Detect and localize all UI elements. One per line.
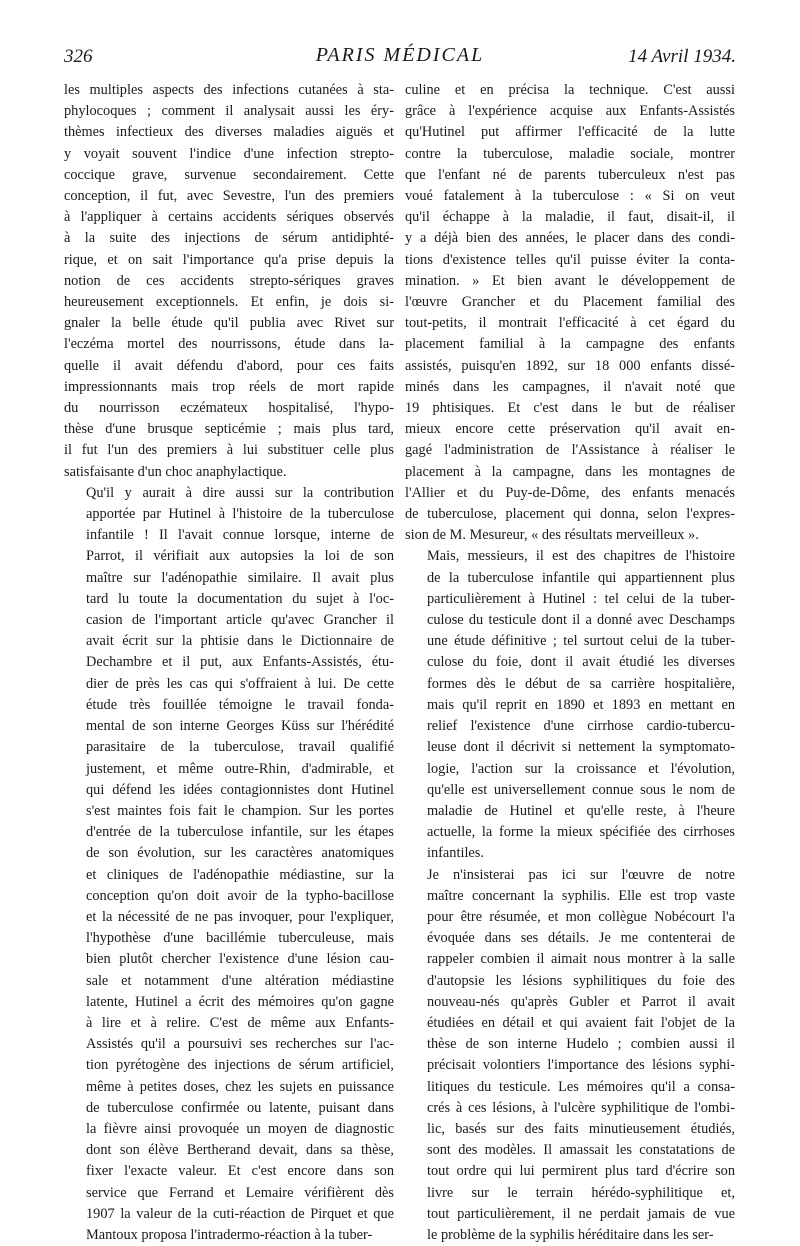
text-line: gagé l'administration de l'Assistance à réaliser le (405, 442, 735, 459)
text-line: parasitaire de la tuberculose, travail qualifié (86, 739, 394, 756)
text-line: étude très fouillée témoigne le travail fonda- (86, 696, 394, 713)
text-line: tout ordre qui lui permirent plus tard d'écrire son (427, 1163, 735, 1180)
text-line: logie, l'action sur la croissance et l'évolution, (427, 760, 735, 777)
text-line: d'entrée de la tuberculose infantile, sur les étapes (86, 824, 394, 841)
text-line: maître sur l'adénopathie similaire. Il avait plus (86, 569, 394, 586)
text-line: mais qu'il reprit en 1890 et 1893 en mettant en (427, 696, 735, 713)
text-line: tion pyrétogène des injections de sérum artificiel, (86, 1057, 394, 1074)
text-line: leuse dont il décrivit si nettement la symptomato- (427, 739, 735, 756)
text-line: maître concernant la syphilis. Elle est trop vaste (427, 887, 735, 904)
text-line: conception, il fut, avec Sevestre, l'un des premiers (64, 188, 394, 205)
text-line: rique, et on sait l'importance qu'a prise depuis la (64, 251, 394, 268)
text-line: du nourrisson eczémateux hospitalisé, l'hypo- (64, 400, 394, 417)
text-line: avait écrit sur la phtisie dans le Dictionnaire de (86, 633, 394, 650)
text-line: d'autopsie les lésions syphilitiques du foie des (427, 972, 735, 989)
text-line: placement familial à la campagne des enfants (405, 336, 735, 353)
text-line: s'est maintes fois fait le champion. Sur les portes (86, 802, 394, 819)
text-line: à la suite des injections de sérum antidiphté- (64, 230, 394, 247)
text-line: l'Allier et du Puy-de-Dôme, des enfants menacés (405, 484, 735, 501)
text-line: même à petites doses, chez les sujets en puissance (86, 1078, 394, 1095)
text-line: tions d'existence telles qu'il puisse éviter la conta- (405, 251, 735, 268)
text-line: Assistés qu'il a poursuivi ses recherches sur l'ac- (86, 1036, 394, 1053)
text-line: infantiles. (427, 845, 484, 862)
paragraph-syphilis (405, 865, 735, 1246)
text-line: qu'il échappe à la maladie, il faut, disait-il, il (405, 209, 735, 226)
text-line: à l'appliquer à certains accidents sériques observés (64, 209, 394, 226)
issue-date: 14 Avril 1934. (628, 46, 736, 67)
text-line: culose du testicule dont il a donné avec Deschamps (427, 612, 735, 629)
text-line: de tuberculose, placement qui donna, selon l'expres- (405, 506, 735, 523)
text-line: Qu'il y aurait à dire aussi sur la contribution (86, 484, 394, 501)
text-line: étudiées en détail et qui avaient fait l'objet de la (427, 1014, 735, 1031)
text-line: fixer l'exacte valeur. Et c'est encore dans son (86, 1163, 394, 1180)
text-line: conception qu'on doit avoir de la typho-bacillose (86, 887, 394, 904)
text-line: dier de près les cas qui s'offraient à lui. De cette (86, 675, 394, 692)
text-line: phylocoques ; comment il analysait aussi les éry- (64, 103, 394, 120)
text-line: actuelle, la forme la mieux spécifiée des cirrhoses (427, 824, 735, 841)
text-line: une étude définitive ; tel surtout celui de la tuber- (427, 633, 735, 650)
text-line: tard lu toute la documentation du sujet à l'oc- (86, 590, 394, 607)
text-line: quelle il avait défendu d'abord, pour ces faits (64, 357, 394, 374)
text-line: dont son élève Bertherand devait, dans sa thèse, (86, 1142, 394, 1159)
text-line: qu'Hutinel put affirmer l'efficacité de la lutte (405, 124, 735, 141)
text-line: rappeler combien il aimait nous montrer à la salle (427, 951, 735, 968)
left-column (64, 80, 394, 1246)
text-line: de tuberculose confirmée ou latente, puisant dans (86, 1099, 394, 1116)
text-line: à lire et à relire. C'est de même aux Enfants- (86, 1014, 394, 1031)
text-line: l'hypothèse d'une bacillémie tuberculeuse, mais (86, 930, 394, 947)
right-column (405, 80, 735, 1246)
text-line: voué fatalement à la tuberculose : « Si on veut (405, 188, 735, 205)
text-line: apportée par Hutinel à l'histoire de la tuberculose (86, 506, 394, 523)
text-line: les multiples aspects des infections cutanées à sta- (64, 82, 394, 98)
text-line: évoquée dans ses détails. Je me contenterai de (427, 930, 735, 947)
text-line: service que Ferrand et Lemaire vérifièrent dès (86, 1184, 394, 1201)
text-line: justement, et même outre-Rhin, d'admirable, et (86, 760, 394, 777)
text-line: tout particulièrement, il ne perdait jamais de vue (427, 1205, 735, 1222)
text-line: que l'enfant né de parents tuberculeux n'est pas (405, 166, 735, 183)
text-line: lic, basés sur des faits minutieusement étudiés, (427, 1120, 735, 1137)
text-line: thèmes infectieux des diverses maladies aiguës et (64, 124, 394, 141)
text-line: infantile ! Il l'avait connue lorsque, interne de (86, 527, 394, 544)
text-line: 1907 la valeur de la cuti-réaction de Pirquet et que (86, 1205, 394, 1222)
text-line: le problème de la syphilis héréditaire dans les ser- (427, 1226, 714, 1243)
text-line: Mantoux proposa l'intradermo-réaction à la tuber- (86, 1226, 373, 1243)
text-line: de son évolution, sur les caractères anatomiques (86, 845, 394, 862)
text-line: nouveau-nés qu'après Gubler et Parrot il avait (427, 993, 735, 1010)
text-line: la fièvre ainsi provoquée un moyen de diagnostic (86, 1120, 394, 1137)
text-line: de la tuberculose infantile qui appartiennent plus (427, 569, 735, 586)
text-line: mental de son interne Georges Küss sur l'hérédité (86, 718, 394, 735)
text-line: heureusement exceptionnels. Et enfin, je dois si- (64, 294, 394, 311)
text-line: coccique grave, survenue secondairement. Cette (64, 166, 394, 183)
paragraph-tuberculose-testicule-foie (405, 546, 735, 864)
text-line: culine et en précisa la technique. C'est aussi (405, 82, 735, 98)
text-line: 19 phtisiques. Et c'est dans le but de réaliser (405, 400, 735, 417)
text-line: y voyait souvent l'indice d'une infection strepto- (64, 145, 394, 162)
text-line: maladie de Hutinel et qu'elle reste, à l'heure (427, 802, 735, 819)
text-line: livre sur le terrain hérédo-syphilitique et, (427, 1184, 735, 1201)
text-line: litiques du testicule. Les mémoires qu'il a consa- (427, 1078, 735, 1095)
paragraph-lutte-tuberculose (405, 80, 735, 546)
text-line: notion de ces accidents strepto-sériques graves (64, 272, 394, 289)
text-line: particulièrement à Hutinel : tel celui de la tuber- (427, 590, 735, 607)
paragraph-tuberculose-infantile (64, 483, 394, 1246)
text-line: formes dès le début de sa carrière hospitalière, (427, 675, 735, 692)
text-line: thèse de son interne Hudelo ; combien aussi il (427, 1036, 735, 1053)
text-line: l'eczéma mortel des nourrissons, étude dans la- (64, 336, 394, 353)
text-line: y a déjà bien des années, le placer dans des condi- (405, 230, 735, 247)
text-line: Parrot, il vérifiait aux autopsies la loi de son (86, 548, 394, 565)
text-line: et la nécessité de ne pas invoquer, pour l'expliquer, (86, 908, 394, 925)
text-line: il fut l'un des premiers à lui substituer celle plus (64, 442, 394, 459)
text-line: mieux encore cette préservation qu'il avait en- (405, 421, 735, 438)
text-line: latente, Hutinel a écrit des mémoires qu'on gagne (86, 993, 394, 1010)
text-line: thèse d'une brusque septicémie ; mais plus tard, (64, 421, 394, 438)
text-line: culose du foie, dont il avait étudié les diverses (427, 654, 735, 671)
text-line: placement à la campagne, dans les montagnes de (405, 463, 735, 480)
text-line: et cliniques de l'adénopathie médiastine, sur la (86, 866, 394, 883)
page-number: 326 (64, 46, 93, 67)
text-line: casion de l'important article qu'avec Grancher il (86, 612, 394, 629)
text-line: sion de M. Mesureur, « des résultats merveilleux ». (405, 527, 699, 544)
text-line: sont des modèles. Il amassait les constatations de (427, 1142, 735, 1159)
text-line: l'œuvre Grancher et du Placement familial des (405, 294, 735, 311)
text-line: contre la tuberculose, maladie sociale, montrer (405, 145, 735, 162)
text-line: qu'elle est universellement connue sous le nom de (427, 781, 735, 798)
text-line: mination. » Et bien avant le développement de (405, 272, 735, 289)
text-line: Mais, messieurs, il est des chapitres de l'histoire (427, 548, 735, 565)
text-line: Dechambre et il put, aux Enfants-Assistés, étu- (86, 654, 394, 671)
text-line: sale et notamment d'une altération médiastine (86, 972, 394, 989)
text-line: bien plutôt chercher l'existence d'une lésion cau- (86, 951, 394, 968)
text-line: relief l'existence d'une cirrhose cardio-tubercu- (427, 718, 735, 735)
journal-title: PARIS MÉDICAL (315, 44, 485, 66)
text-line: qui défend les idées contagionnistes dont Hutinel (86, 781, 394, 798)
text-line: satisfaisante d'un choc anaphylactique. (64, 463, 287, 480)
text-line: minés dans les campagnes, il n'avait noté que (405, 378, 735, 395)
running-header (64, 42, 736, 72)
text-line: Je n'insisterai pas ici sur l'œuvre de notre (427, 866, 735, 883)
text-line: grâce à l'expérience acquise aux Enfants-Assistés (405, 103, 735, 120)
text-line: crés à ces lésions, à l'ulcère syphilitique de l'ombi- (427, 1099, 735, 1116)
text-line: gnaler la belle étude qu'il publia avec Rivet sur (64, 315, 394, 332)
text-line: précisait volontiers l'importance des lésions syphi- (427, 1057, 735, 1074)
text-line: tout-petits, il montrait l'efficacité à cet égard du (405, 315, 735, 332)
text-line: pour être résumée, et mon collègue Nobécourt l'a (427, 908, 735, 925)
paragraph-continuation (64, 80, 394, 483)
text-line: impressionnants mais trop réels de mort rapide (64, 378, 394, 395)
text-line: assistés, puisqu'en 1892, sur 18 000 enfants dissé- (405, 357, 735, 374)
